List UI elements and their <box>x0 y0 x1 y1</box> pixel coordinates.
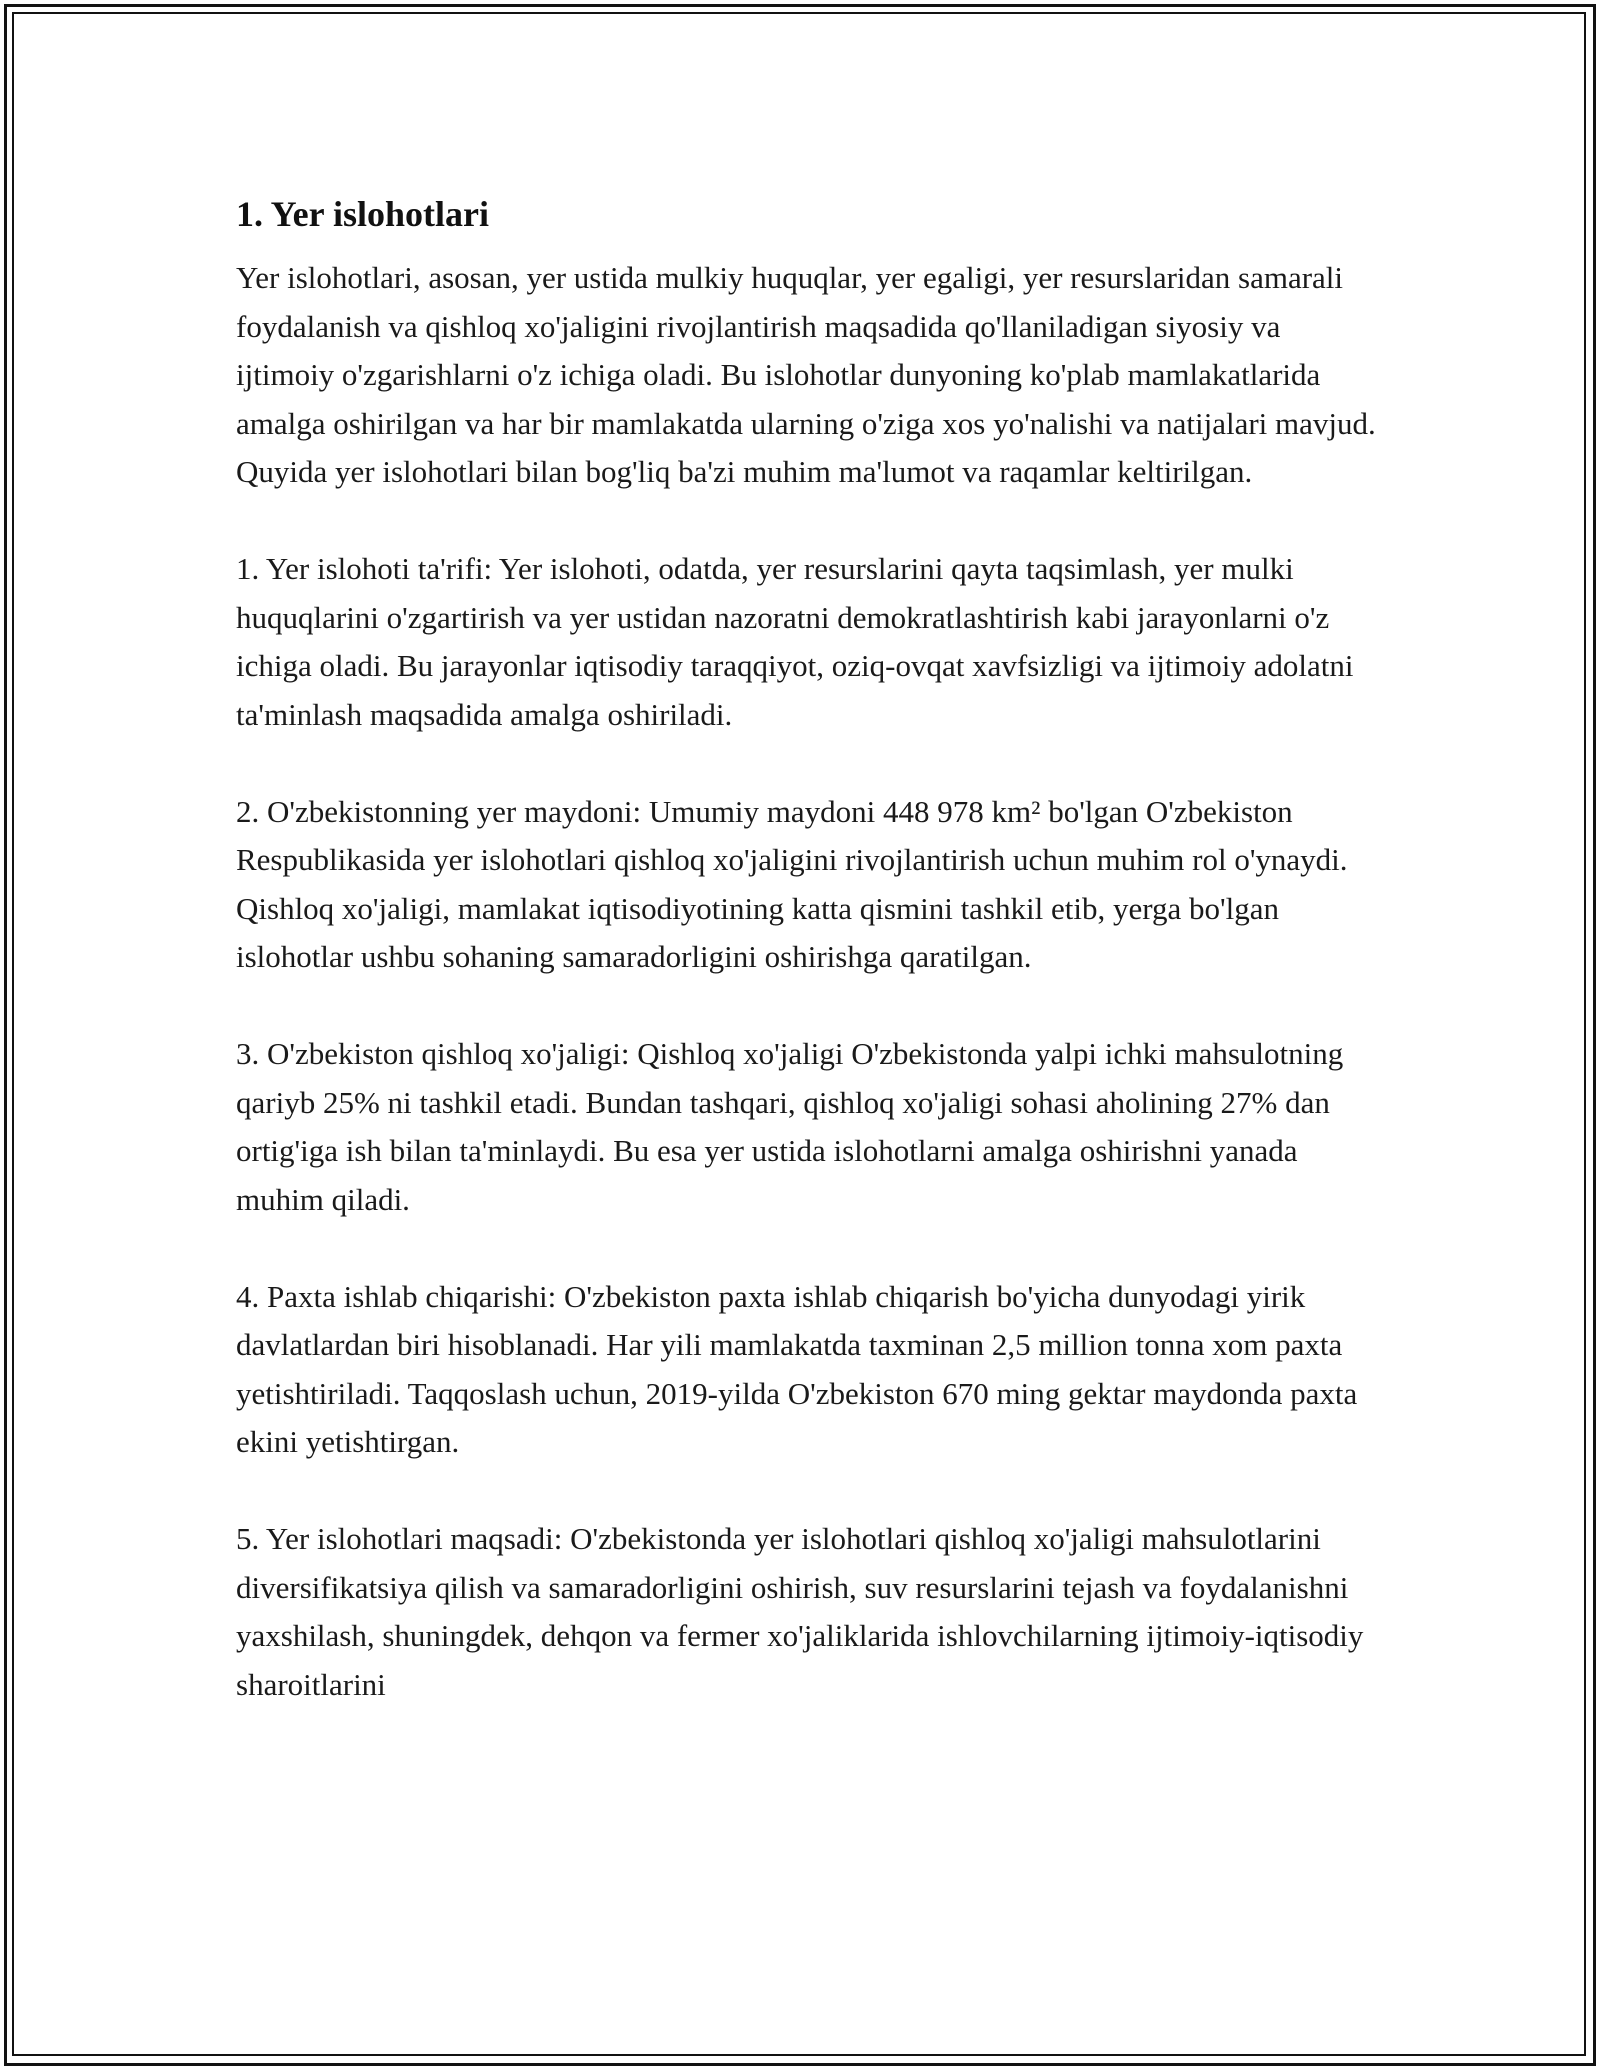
paragraph-cotton-production: 4. Paxta ishlab chiqarishi: O'zbekiston paxta ishlab chiqarish bo'yicha dunyodagi yirik davlatlardan biri hisoblanadi. Har yili mamlakatda taxminan 2,5 million tonna xom paxta yetishtiriladi. Taqqoslash uchun, 2019-yilda O'zbekiston 670 ming gektar maydonda paxta ekini yetishtirgan. <box>236 1278 1358 1459</box>
paragraph-land-area: 2. O'zbekistonning yer maydoni: Umumiy maydoni 448 978 km² bo'lgan O'zbekiston Respublikasida yer islohotlari qishloq xo'jaligini rivojlantirish uchun muhim rol o'ynaydi. Qishloq xo'jaligi, mamlakat iqtisodiyotining katta qismini tashkil etib, yerga bo'lgan islohotlar ushbu sohaning samaradorligini oshirishga qaratilgan. <box>236 793 1348 974</box>
paragraph-agriculture: 3. O'zbekiston qishloq xo'jaligi: Qishloq xo'jaligi O'zbekistonda yalpi ichki mahsulotning qariyb 25% ni tashkil etadi. Bundan tashqari, qishloq xo'jaligi sohasi aholining 27% dan ortig'iga ish bilan ta'minlaydi. Bu esa yer ustida islohotlarni amalga oshirishni yanada muhim qiladi. <box>236 1036 1344 1217</box>
paragraph-reform-goals: 5. Yer islohotlari maqsadi: O'zbekistonda yer islohotlari qishloq xo'jaligi mahsulotlarini diversifikatsiya qilish va samaradorligini oshirish, suv resurslarini tejash va foydalanishni yaxshilash, shuningdek, dehqon va fermer xo'jaliklarida ishlovchilarning ijtimoiy-iqtisodiy sharoitlarini <box>236 1521 1364 1702</box>
document-body <box>236 186 1386 1758</box>
section-heading: 1. Yer islohotlari <box>236 194 489 234</box>
paragraph-land-reform-definition: 1. Yer islohoti ta'rifi: Yer islohoti, odatda, yer resurslarini qayta taqsimlash, yer mulki huquqlarini o'zgartirish va yer ustidan nazoratni demokratlashtirish kabi jarayonlarni o'z ichiga oladi. Bu jarayonlar iqtisodiy taraqqiyot, oziq-ovqat xavfsizligi va ijtimoiy adolatni ta'minlash maqsadida amalga oshiriladi. <box>236 551 1354 732</box>
intro-paragraph: Yer islohotlari, asosan, yer ustida mulkiy huquqlar, yer egaligi, yer resurslaridan samarali foydalanish va qishloq xo'jaligini rivojlantirish maqsadida qo'llaniladigan siyosiy va ijtimoiy o'zgarishlarni o'z ichiga oladi. Bu islohotlar dunyoning ko'plab mamlakatlarida amalga oshirilgan va har bir mamlakatda ularning o'ziga xos yo'nalishi va natijalari mavjud. Quyida yer islohotlari bilan bog'liq ba'zi muhim ma'lumot va raqamlar keltirilgan. <box>236 260 1376 489</box>
